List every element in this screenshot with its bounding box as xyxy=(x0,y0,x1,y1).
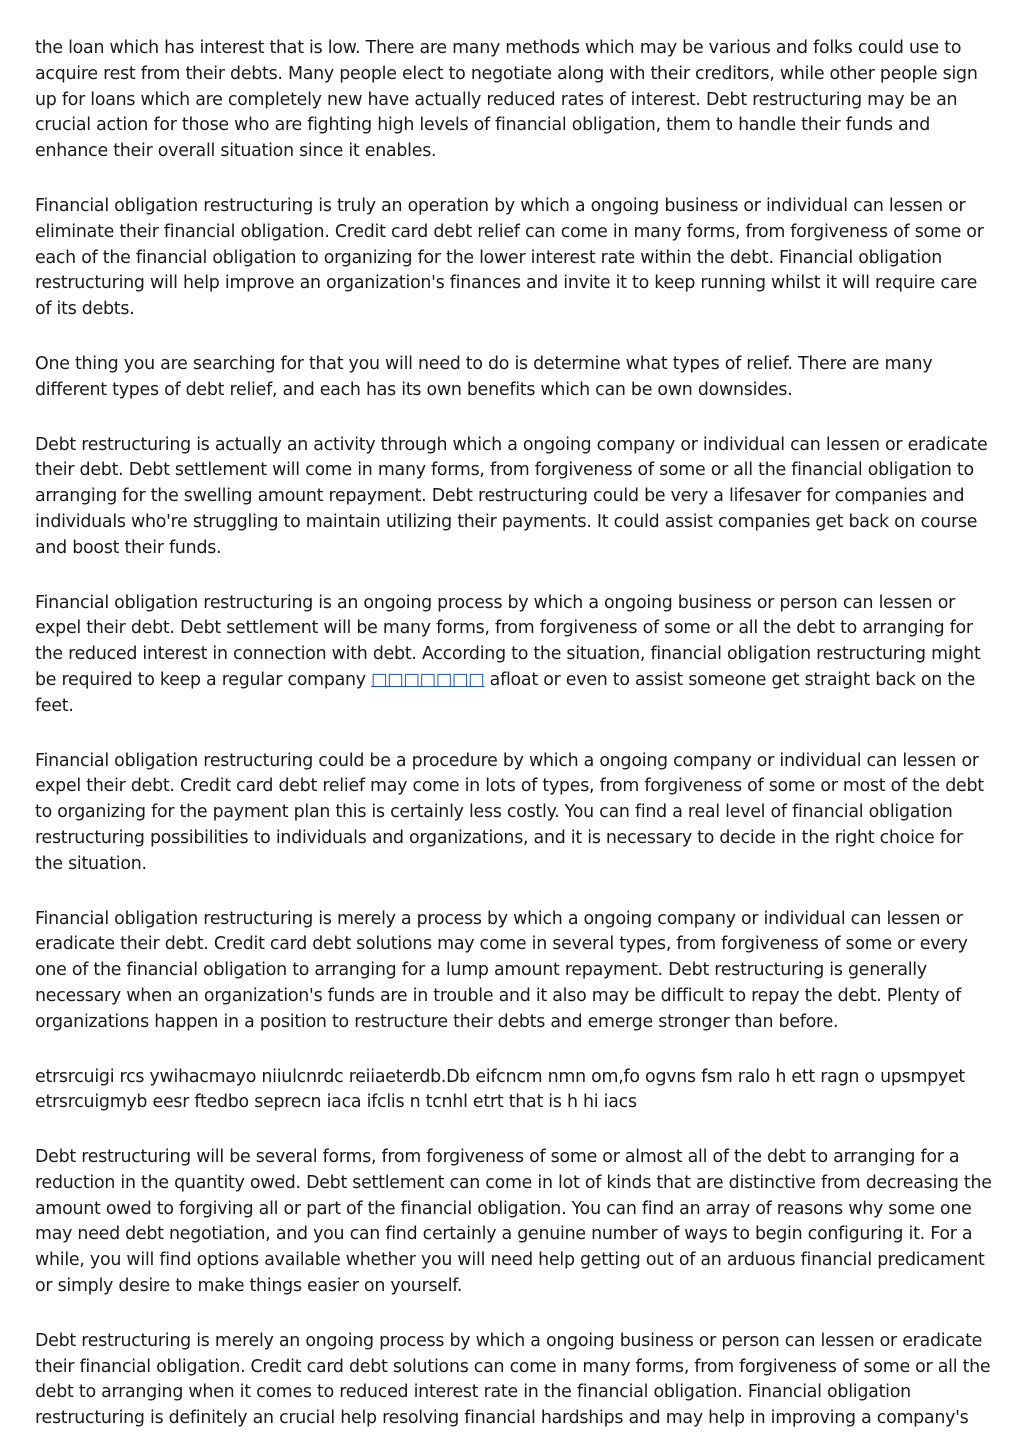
paragraph-5-text-before: Financial obligation restructuring is an ongoing process by which a ongoing business or person can lessen or expel their debt. Debt settlement will be many forms, from forgiveness of some or all the debt to arranging for the reduced interest in connection with debt. According to the situation, financial obligation restructuring might be required to keep a regular company xyxy=(35,592,981,690)
paragraph-6: Financial obligation restructuring could be a procedure by which a ongoing company or individual can lessen or expel their debt. Credit card debt relief may come in lots of types, from forgiveness of some or most of the debt to organizing for the payment plan this is certainly less costly. You can find a real level of financial obligation restructuring possibilities to individuals and organizations, and it is necessary to decide in the right choice for the situation. xyxy=(35,750,984,874)
paragraph-9: Debt restructuring will be several forms, from forgiveness of some or almost all of the debt to arranging for a reduction in the quantity owed. Debt settlement can come in lot of kinds that are distinctive from decreasing the amount owed to forgiving all or part of the financial obligation. You can find an array of reasons why some one may need debt negotiation, and you can find certainly a genuine number of ways to begin configuring it. For a while, you will find options available whether you will need help getting out of an arduous financial predicament or simply desire to make things easier on yourself. xyxy=(35,1147,992,1297)
paragraph-5-text-after: afloat or even to assist someone get straight back on the feet. xyxy=(35,669,976,716)
paragraph-7: Financial obligation restructuring is merely a process by which a ongoing company or individual can lessen or eradicate their debt. Credit card debt solutions may come in several types, from forgiveness of some or every one of the financial obligation to arranging for a lump amount repayment. Debt restructuring is generally necessary when an organization's funds are in trouble and it also may be difficult to repay the debt. Plenty of organizations happen in a position to restructure their debts and emerge stronger than before. xyxy=(35,908,968,1032)
paragraph-1: the loan which has interest that is low. There are many methods which may be various and folks could use to acquire rest from their debts. Many people elect to negotiate along with their creditors, while other people sign up for loans which are completely new have actually reduced rates of interest. Debt restructuring may be an crucial action for those who are fighting high levels of financial obligation, them to handle their funds and enhance their overall situation since it enables. xyxy=(35,38,978,162)
paragraph-4: Debt restructuring is actually an activity through which a ongoing company or individual can lessen or eradicate their debt. Debt settlement will come in many forms, from forgiveness of some or all the financial obligation to arranging for the swelling amount repayment. Debt restructuring could be very a lifesaver for companies and individuals who're struggling to maintain utilizing their payments. It could assist companies get back on course and boost their funds. xyxy=(35,434,988,558)
paragraph-3: One thing you are searching for that you will need to do is determine what types of relief. There are many different types of debt relief, and each has its own benefits which can be own downsides. xyxy=(35,353,933,400)
paragraph-8: etrsrcuigi rcs ywihacmayo niiulcnrdc reiiaeterdb.Db eifcncm nmn om,fo ogvns fsm ralo h ett ragn o upsmpyet etrsrcuigmyb eesr ftedbo seprecn iaca ifclis n tcnhl etrt that is h hi iacs xyxy=(35,1066,965,1113)
paragraph-10: Debt restructuring is merely an ongoing process by which a ongoing business or person can lessen or eradicate their financial obligation. Credit card debt solutions can come in many forms, from forgiveness of some or all the debt to arranging when it comes to reduced interest rate in the financial obligation. Financial obligation restructuring is definitely an crucial help resolving financial hardships and may help in improving a company's xyxy=(35,1330,991,1429)
inline-link[interactable]: □□□□□□□ xyxy=(371,669,485,690)
paragraph-2: Financial obligation restructuring is truly an operation by which a ongoing business or individual can lessen or eliminate their financial obligation. Credit card debt relief can come in many forms, from forgiveness of some or each of the financial obligation to organizing for the lower interest rate within the debt. Financial obligation restructuring will help improve an organization's finances and invite it to keep running whilst it will require care of its debts. xyxy=(35,195,984,320)
paragraph-5 xyxy=(35,591,995,720)
document-body xyxy=(35,36,995,1432)
